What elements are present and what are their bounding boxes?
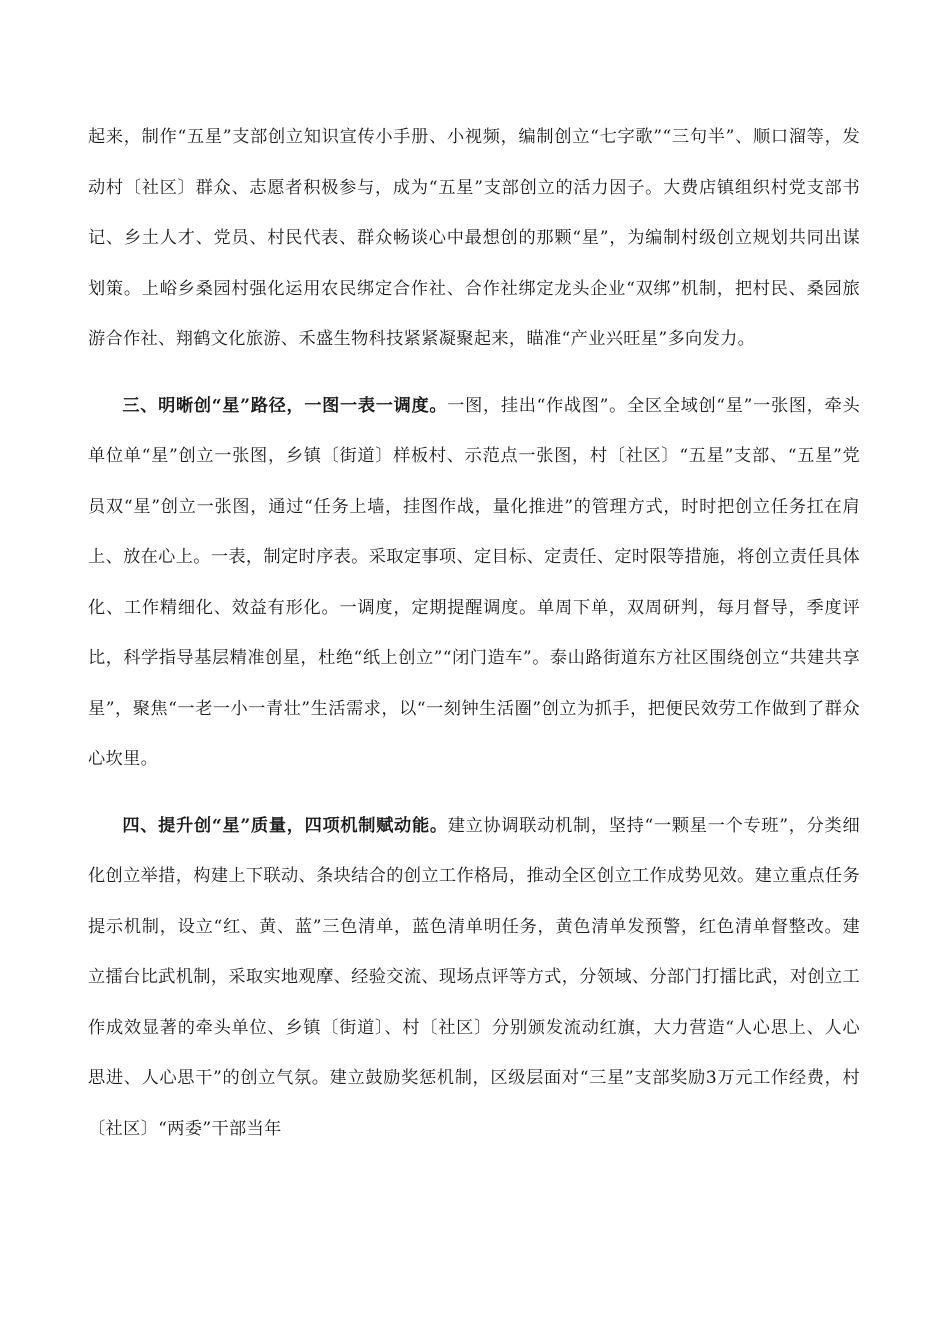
paragraph-body: 一图，挂出“作战图”。全区全域创“星”一张图，牵头单位单“星”创立一张图，乡镇〔街道〕样板村、示范点一张图，村〔社区〕“五星”支部、“五星”党员双“星”创立一张图，通过“任务上墙，挂图作战，量化推进”的管理方式，时时把创立任务扛在肩上、放在心上。一表，制定时序表。采取定事项、定目标、定责任、定时限等措施，将创立责任具体化、工作精细化、效益有形化。一调度，定期提醒调度。单周下单，双周研判，每月督导，季度评比，科学指导基层精准创星，杜绝“纸上创立”“闭门造车”。泰山路街道东方社区围绕创立“共建共享星”，聚焦“一老一小一青壮”生活需求，以“一刻钟生活圈”创立为抓手，把便民效劳工作做到了群众心坎里。 (88, 395, 860, 769)
paragraph-body: 起来，制作“五星”支部创立知识宣传小手册、小视频，编制创立“七字歌”“三句半”、顺口溜等，发动村〔社区〕群众、志愿者积极参与，成为“五星”支部创立的活力因子。大费店镇组织村党支部书记、乡土人才、党员、村民代表、群众畅谈心中最想创的那颗“星”，为编制村级创立规划共同出谋划策。上峪乡桑园村强化运用农民绑定合作社、合作社绑定龙头企业“双绑”机制，把村民、桑园旅游合作社、翔鹤文化旅游、禾盛生物科技紧紧凝聚起来，瞄准“产业兴旺星”多向发力。 (88, 127, 860, 349)
paragraph-body: 建立协调联动机制，坚持“一颗星一个专班”，分类细化创立举措，构建上下联动、条块结合的创立工作格局，推动全区创立工作成势见效。建立重点任务提示机制，设立“红、黄、蓝”三色清单，蓝色清单明任务，黄色清单发预警，红色清单督整改。建立擂台比武机制，采取实地观摩、经验交流、现场点评等方式，分领域、分部门打擂比武，对创立工作成效显著的牵头单位、乡镇〔街道〕、村〔社区〕分别颁发流动红旗，大力营造“人心思上、人心思进、人心思干”的创立气氛。建立鼓励奖惩机制，区级层面对“三星”支部奖励3万元工作经费，村〔社区〕“两委”干部当年 (88, 815, 860, 1139)
paragraph-gap (88, 785, 860, 801)
document-page (88, 112, 860, 1154)
paragraph-section-4 (88, 801, 860, 1155)
section-heading: 三、明晰创“星”路径，一图一表一调度。 (122, 395, 448, 416)
section-heading: 四、提升创“星”质量，四项机制赋动能。 (122, 815, 448, 836)
paragraph-section-3 (88, 381, 860, 785)
paragraph-continuation (88, 112, 860, 365)
paragraph-gap (88, 365, 860, 381)
